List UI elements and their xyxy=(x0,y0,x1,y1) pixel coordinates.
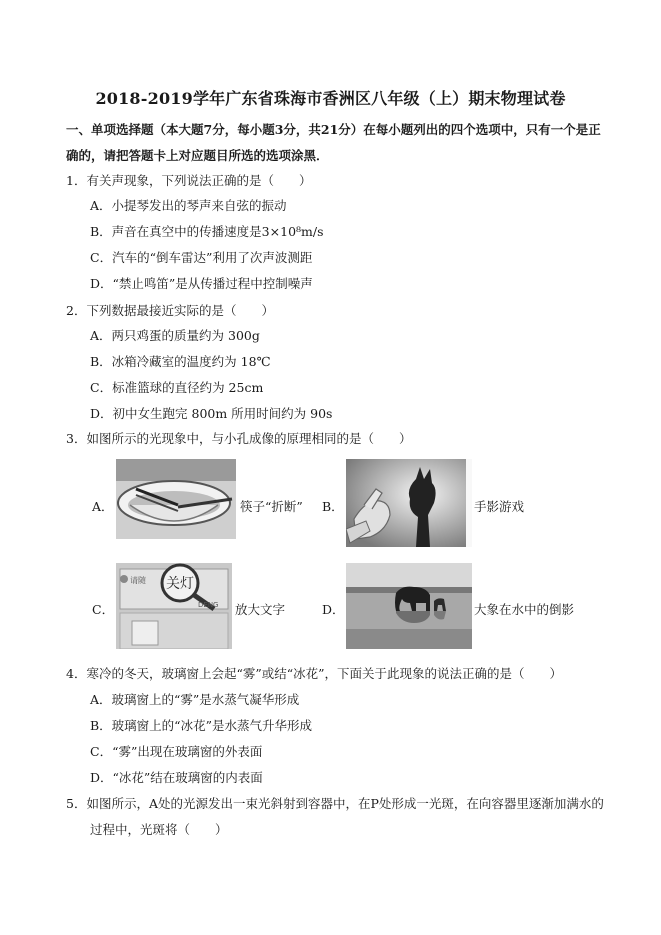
question-3-option-a-caption: 筷子“折断” xyxy=(240,499,303,514)
photo-text-deng: DENG xyxy=(198,601,219,609)
section-1-heading-line-2: 确的，请把答题卡上对应题目所选的选项涂黑． xyxy=(66,148,329,163)
question-1-stem: 1．有关声现象，下列说法正确的是（ ） xyxy=(66,173,312,188)
question-1-option-a: A．小提琴发出的琴声来自弦的振动 xyxy=(90,198,287,213)
question-4-option-c: C．“雾”出现在玻璃窗的外表面 xyxy=(90,744,263,759)
elephant-reflection-photo-icon xyxy=(346,563,472,649)
question-3-stem: 3．如图所示的光现象中，与小孔成像的原理相同的是（ ） xyxy=(66,431,412,446)
question-3-option-a-letter: A． xyxy=(92,499,114,514)
question-2-option-b: B．冰箱冷藏室的温度约为 18℃ xyxy=(90,354,271,369)
question-1-option-d: D．“禁止鸣笛”是从传播过程中控制噪声 xyxy=(90,276,313,291)
question-1-option-b: B．声音在真空中的传播速度是3×10⁸m/s xyxy=(90,224,324,239)
question-3-option-b-caption: 手影游戏 xyxy=(474,499,525,514)
question-3-option-c-caption: 放大文字 xyxy=(235,602,286,617)
hand-shadow-photo-icon xyxy=(346,459,472,547)
section-1-heading-line-1: 一、单项选择题（本大题7分，每小题3分，共21分）在每小题列出的四个选项中，只有一个是正 xyxy=(66,122,601,137)
question-5-stem-line-1: 5．如图所示，A处的光源发出一束光斜射到容器中，在P处形成一光斑，在向容器里逐渐加满水的 xyxy=(66,796,604,811)
question-2-stem: 2．下列数据最接近实际的是（ ） xyxy=(66,303,274,318)
chopsticks-bowl-photo-icon xyxy=(116,459,236,539)
photo-text-guandeng: 关灯 xyxy=(166,576,194,592)
question-5-stem-line-2: 过程中，光斑将（ ） xyxy=(90,822,228,837)
magnifier-text-photo-icon xyxy=(116,563,232,649)
question-2-option-d: D．初中女生跑完 800m 所用时间约为 90s xyxy=(90,406,333,421)
question-3-option-c-letter: C． xyxy=(92,602,115,617)
question-3-option-d-caption: 大象在水中的倒影 xyxy=(474,602,575,617)
question-4-option-d: D．“冰花”结在玻璃窗的内表面 xyxy=(90,770,263,785)
question-4-stem: 4．寒冷的冬天，玻璃窗上会起“雾”或结“冰花”，下面关于此现象的说法正确的是（ ） xyxy=(66,666,563,681)
question-3-option-b-letter: B． xyxy=(322,499,344,514)
question-2-option-a: A．两只鸡蛋的质量约为 300g xyxy=(90,328,260,343)
photo-text-qingsui: 请随 xyxy=(130,576,146,585)
question-1-option-c: C．汽车的“倒车雷达”利用了次声波测距 xyxy=(90,250,313,265)
question-3-option-d-letter: D． xyxy=(322,602,345,617)
exam-title: 2018-2019学年广东省珠海市香洲区八年级（上）期末物理试卷 xyxy=(95,89,566,108)
question-4-option-a: A．玻璃窗上的“雾”是水蒸气凝华形成 xyxy=(90,692,300,707)
question-4-option-b: B．玻璃窗上的“冰花”是水蒸气升华形成 xyxy=(90,718,312,733)
question-2-option-c: C．标准篮球的直径约为 25cm xyxy=(90,380,264,395)
